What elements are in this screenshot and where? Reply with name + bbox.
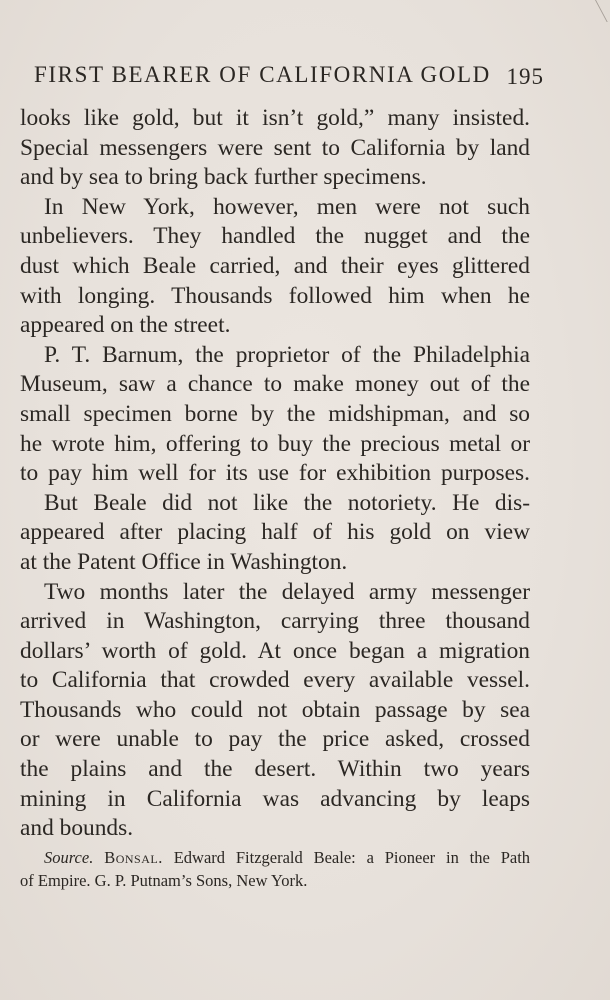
text-line: appeared after placing half of his gold on view [20,519,530,546]
text-line: at the Patent Office in Washington. [20,548,348,575]
text-line: and bounds. [20,815,134,842]
text-line: P. T. Barnum, the proprietor of the Philadelphia [44,341,530,368]
text-line: to pay him well for its use for exhibition purposes. [20,460,530,487]
source-line: of Empire. G. P. Putnam’s Sons, New York. [20,871,308,890]
source-author: Bonsal. [104,848,163,867]
page-number: 195 [506,64,544,89]
text-line: unbelievers. They handled the nugget and the [20,223,530,250]
text-line: arrived in Washington, carrying three thousand [20,608,530,635]
body-text [20,104,530,844]
text-line: Thousands who could not obtain passage by sea [20,696,530,723]
text-line: But Beale did not like the notoriety. He dis- [44,489,530,516]
running-title: FIRST BEARER OF CALIFORNIA GOLD [34,62,491,87]
source-title: Edward Fitzgerald Beale: a Pioneer in the Path [173,848,531,867]
text-line: Museum, saw a chance to make money out of the [20,371,530,398]
text-line: and by sea to bring back further specimens. [20,164,427,191]
text-line: mining in California was advancing by leaps [20,785,530,812]
text-line: dust which Beale carried, and their eyes glittered [20,252,530,279]
text-line: In New York, however, men were not such [44,193,530,220]
text-line: dollars’ worth of gold. At once began a migration [20,637,530,664]
text-line: he wrote him, offering to buy the precious metal or [20,430,530,457]
text-line: appeared on the street. [20,312,231,339]
running-head [34,62,544,94]
text-line: to California that crowded every available vessel. [20,667,530,694]
text-line: Special messengers were sent to California by land [20,134,530,161]
text-line: looks like gold, but it isn’t gold,” many insisted. [20,105,530,131]
text-line: the plains and the desert. Within two years [20,756,530,783]
text-line: with longing. Thousands followed him when he [20,282,530,309]
source-label: Source. [44,848,94,867]
text-line: Two months later the delayed army messenger [44,578,530,605]
text-line: small specimen borne by the midshipman, and so [20,400,530,427]
source-citation [20,846,530,892]
page-corner-mark [595,0,610,22]
text-line: or were unable to pay the price asked, crossed [20,726,530,753]
source-line [20,846,530,869]
